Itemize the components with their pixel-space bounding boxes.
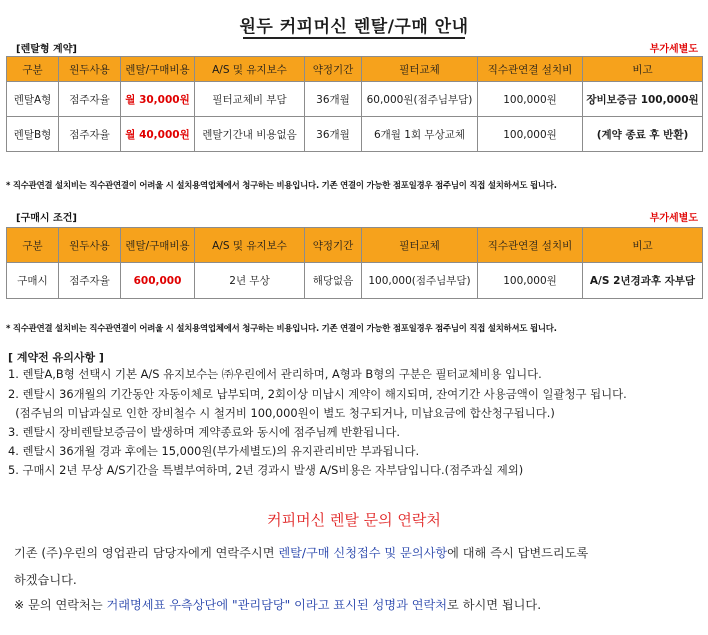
col-header-install: 직수관연결 설치비 <box>478 228 583 263</box>
table-cell: (계약 종료 후 반환) <box>583 117 703 152</box>
notice-line: 1. 렌탈A,B형 선택시 기본 A/S 유지보수는 ㈜우린에서 관리하며, A형과 B형의 구분은 필터교체비용 입니다. <box>8 367 542 381</box>
rental-section-label: [렌탈형 계약] <box>16 44 77 55</box>
contact-line-1 <box>14 544 588 561</box>
col-header-as: A/S 및 유지보수 <box>195 57 305 82</box>
table-cell: 6개월 1회 무상교체 <box>362 117 478 152</box>
footnote-purchase: * 직수관연결 설치비는 직수관연결이 어려울 시 설치용역업체에서 청구하는 비용입니다. 기존 연결이 가능한 점포일경우 점주님이 직접 설치하셔도 됩니다. <box>6 323 557 333</box>
table-cell: 100,000(점주님부담) <box>362 263 478 299</box>
table-cell: 100,000원 <box>478 117 583 152</box>
table-cell: 60,000원(점주님부담) <box>362 82 478 117</box>
table-cell: 필터교체비 부담 <box>195 82 305 117</box>
contact-text: 기존 (주)우린의 영업관리 담당자에게 연락주시면 <box>14 546 279 560</box>
col-header-beans: 원두사용 <box>59 228 121 263</box>
col-header-filter: 필터교체 <box>362 57 478 82</box>
col-header-cost: 렌탈/구매비용 <box>121 228 195 263</box>
notice-line: (점주님의 미납과실로 인한 장비철수 시 철거비 100,000원이 별도 청구되거나, 미납요금에 합산청구됩니다.) <box>8 406 555 420</box>
col-header-type: 구분 <box>7 57 59 82</box>
contact-highlight: 렌탈/구매 신청접수 및 문의사항 <box>278 546 448 560</box>
table-row <box>7 117 703 152</box>
col-header-type: 구분 <box>7 228 59 263</box>
col-header-beans: 원두사용 <box>59 57 121 82</box>
notice-line: 2. 렌탈시 36개월의 기간동안 자동이체로 납부되며, 2회이상 미납시 계약이 해지되며, 잔여기간 사용금액이 일괄청구 됩니다. <box>8 387 627 401</box>
table-cell: 2년 무상 <box>195 263 305 299</box>
col-header-term: 약정기간 <box>305 228 362 263</box>
col-header-cost: 렌탈/구매비용 <box>121 57 195 82</box>
table-cell: 36개월 <box>305 82 362 117</box>
title-underline <box>243 37 465 39</box>
table-row <box>7 82 703 117</box>
table-cell: 장비보증금 100,000원 <box>583 82 703 117</box>
purchase-vat-note: 부가세별도 <box>649 213 698 224</box>
rental-table <box>6 56 703 152</box>
purchase-section-label: [구매시 조건] <box>16 213 77 224</box>
table-cell: 해당없음 <box>305 263 362 299</box>
footnote-rental: * 직수관연결 설치비는 직수관연결이 어려울 시 설치용역업체에서 청구하는 비용입니다. 기존 연결이 가능한 점포일경우 점주님이 직접 설치하셔도 됩니다. <box>6 180 557 190</box>
table-cell: 점주자율 <box>59 117 121 152</box>
table-cell: 100,000원 <box>478 263 583 299</box>
contact-highlight: 거래명세표 우측상단에 "관리담당" 이라고 표시된 성명과 연락처 <box>106 598 448 612</box>
table-row <box>7 263 703 299</box>
purchase-table-header-row <box>7 228 703 263</box>
contact-title: 커피머신 렌탈 문의 연락처 <box>267 511 441 529</box>
table-cell: 월 40,000원 <box>121 117 195 152</box>
purchase-table <box>6 227 703 299</box>
rental-vat-note: 부가세별도 <box>649 44 698 55</box>
table-cell: 렌탈A형 <box>7 82 59 117</box>
notice-line: 3. 렌탈시 장비렌탈보증금이 발생하며 계약종료와 동시에 점주님께 반환됩니다. <box>8 425 400 439</box>
contact-line-2: 하겠습니다. <box>14 573 77 587</box>
notice-heading: [ 계약전 유의사항 ] <box>8 351 104 364</box>
table-cell: 점주자율 <box>59 82 121 117</box>
col-header-install: 직수관연결 설치비 <box>478 57 583 82</box>
notice-line: 4. 렌탈시 36개월 경과 후에는 15,000원(부가세별도)의 유지관리비만 부과됩니다. <box>8 444 420 458</box>
table-cell: A/S 2년경과후 자부담 <box>583 263 703 299</box>
col-header-remarks: 비고 <box>583 228 703 263</box>
contact-line-3 <box>14 596 541 613</box>
table-cell: 점주자율 <box>59 263 121 299</box>
col-header-term: 약정기간 <box>305 57 362 82</box>
col-header-remarks: 비고 <box>583 57 703 82</box>
contact-text: 에 대해 즉시 답변드리도록 <box>447 546 589 560</box>
contact-text: 로 하시면 됩니다. <box>447 598 542 612</box>
table-cell: 36개월 <box>305 117 362 152</box>
table-cell: 월 30,000원 <box>121 82 195 117</box>
rental-table-header-row <box>7 57 703 82</box>
col-header-as: A/S 및 유지보수 <box>195 228 305 263</box>
table-cell: 100,000원 <box>478 82 583 117</box>
contact-text: ※ 문의 연락처는 <box>14 598 107 612</box>
table-cell: 렌탈기간내 비용없음 <box>195 117 305 152</box>
col-header-filter: 필터교체 <box>362 228 478 263</box>
table-cell: 600,000 <box>121 263 195 299</box>
page-title: 원두 커피머신 렌탈/구매 안내 <box>239 17 469 37</box>
table-cell: 렌탈B형 <box>7 117 59 152</box>
table-cell: 구매시 <box>7 263 59 299</box>
notice-line: 5. 구매시 2년 무상 A/S기간을 특별부여하며, 2년 경과시 발생 A/S비용은 자부담입니다.(점주과실 제외) <box>8 463 524 477</box>
